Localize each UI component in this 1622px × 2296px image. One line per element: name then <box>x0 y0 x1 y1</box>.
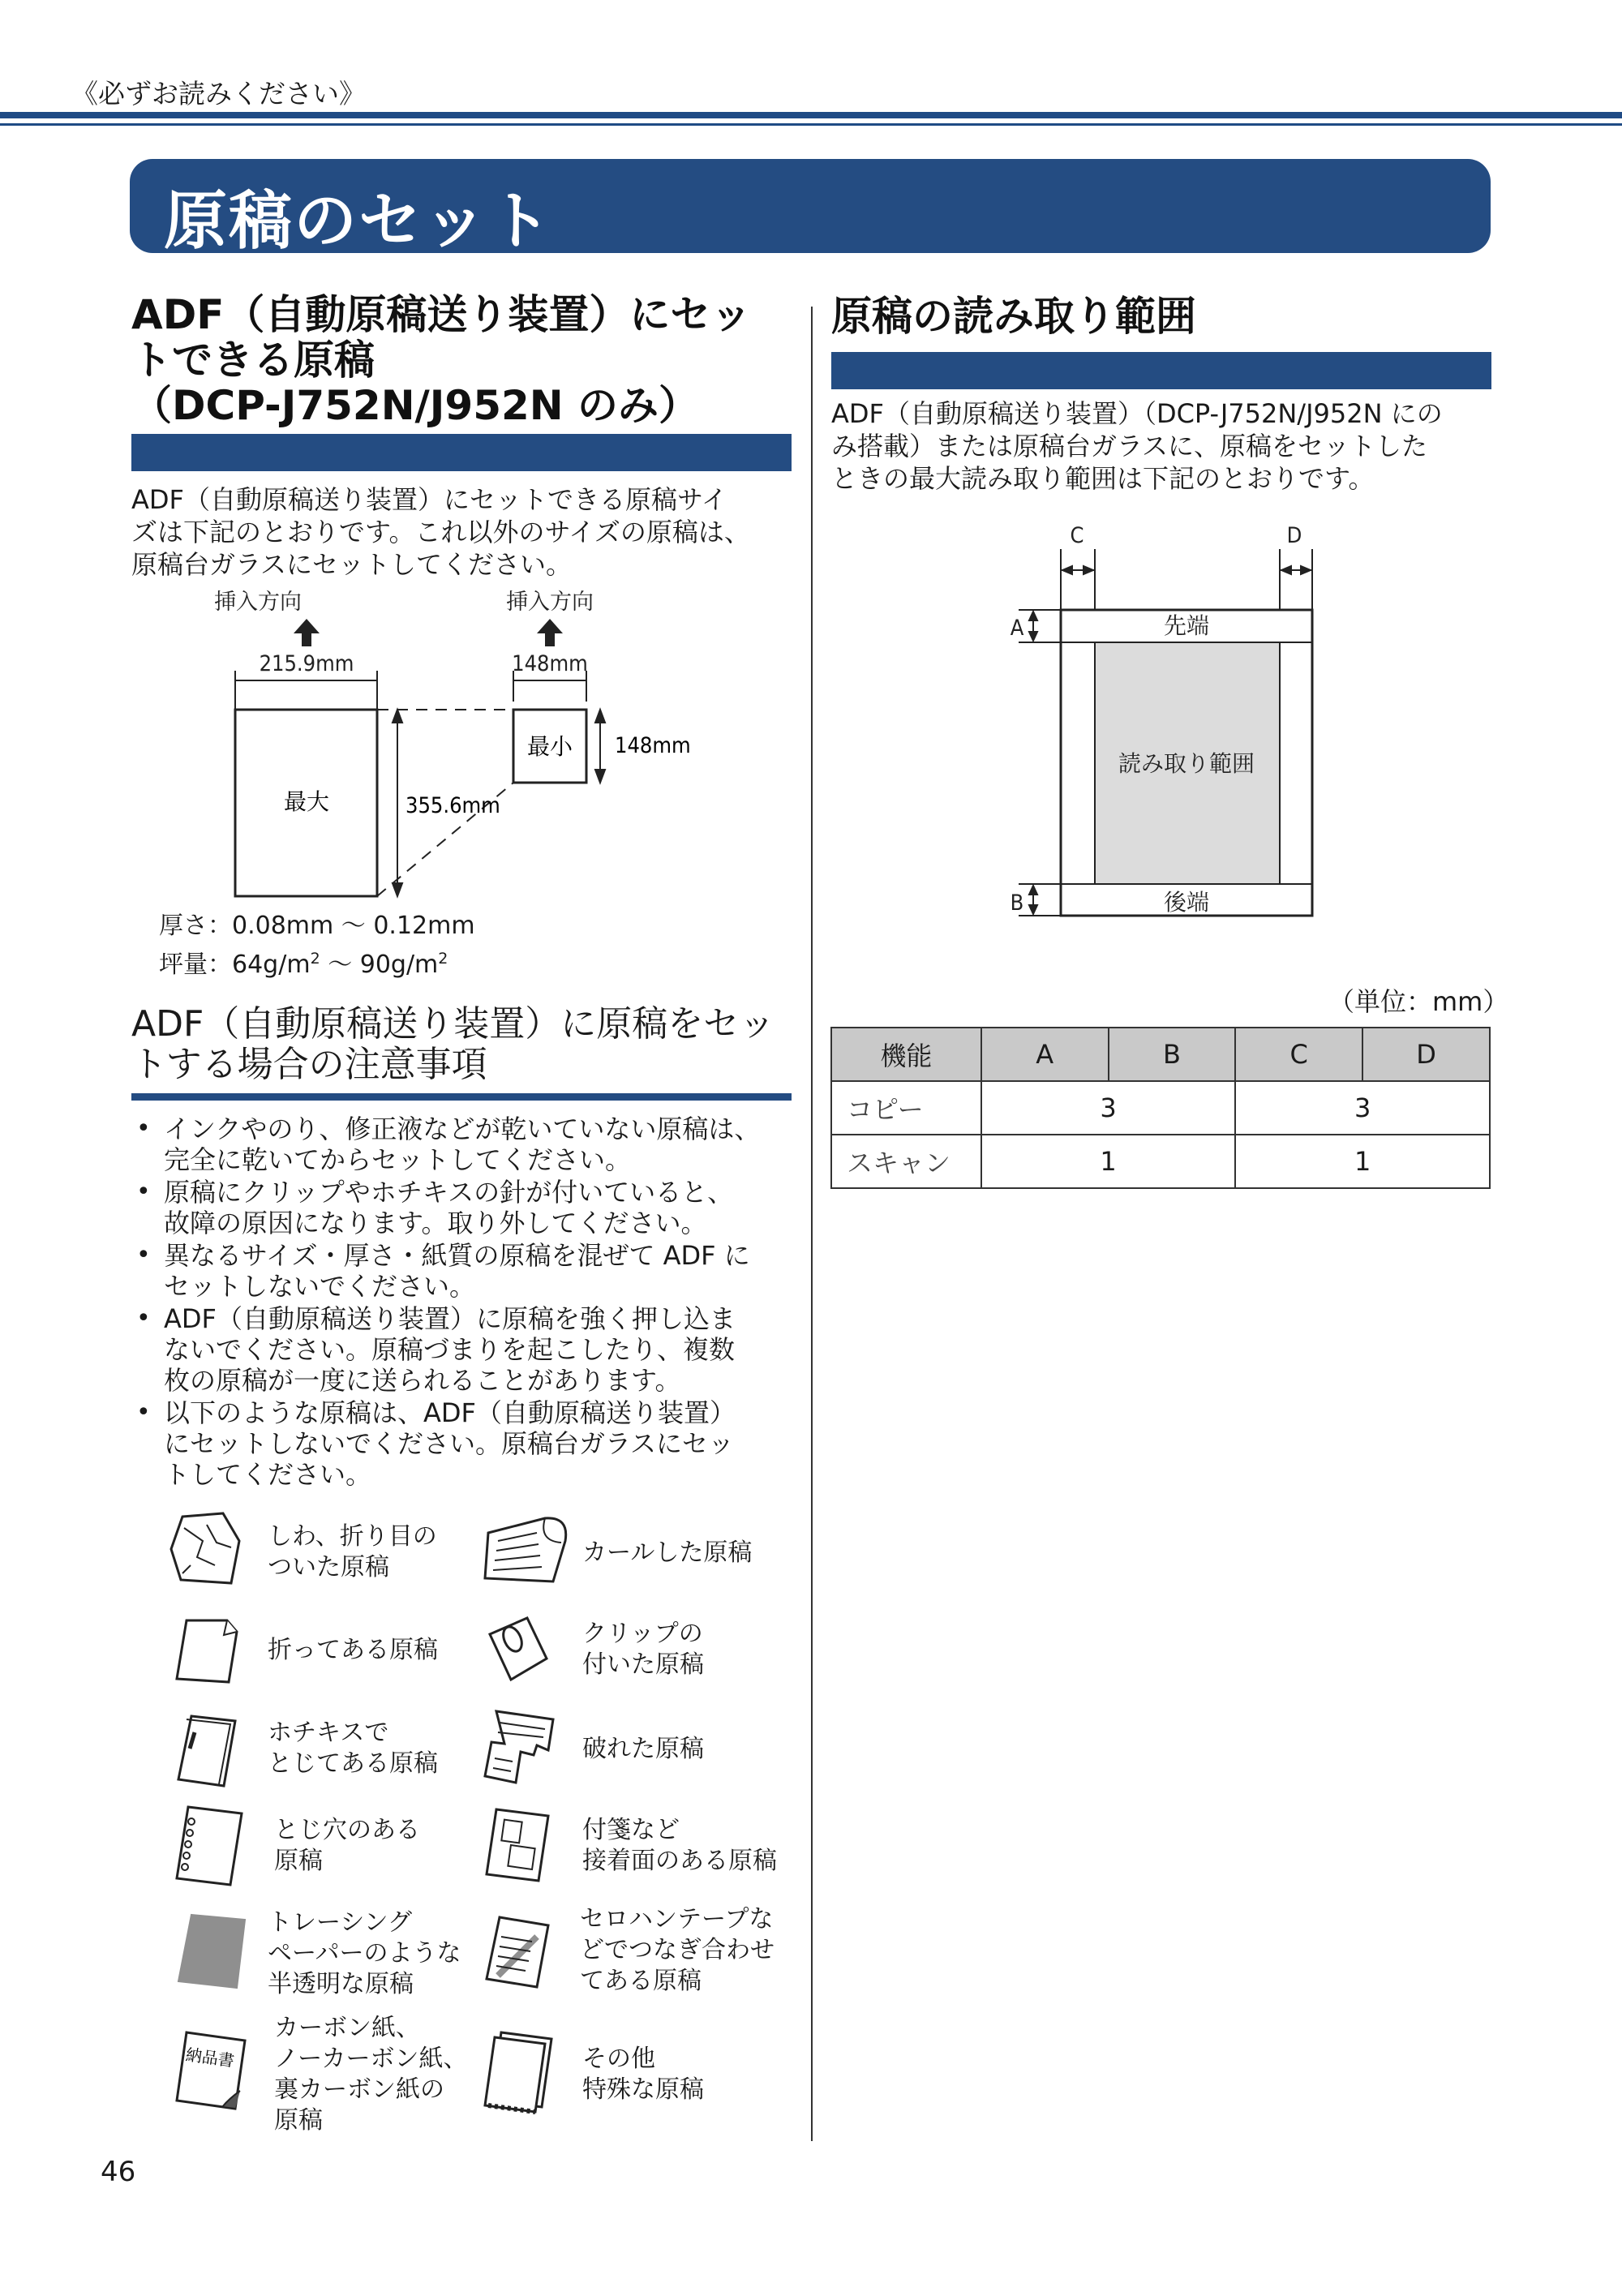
tracing-paper-icon <box>172 1910 249 1991</box>
scan-range-body <box>831 397 1443 495</box>
function-cell: コピー <box>831 1081 981 1135</box>
note-item: • 原稿にクリップやホチキスの針が付いていると、 故障の原因になります。取り外してください。 <box>131 1177 805 1238</box>
header-rule-thin <box>0 123 1622 126</box>
scan-area-label: 読み取り範囲 <box>1118 750 1255 777</box>
min-height-label: 148mm <box>615 733 691 758</box>
stapled-paper-icon <box>170 1710 243 1791</box>
margin-label-c: C <box>1070 523 1084 548</box>
note-item: • インクやのり、修正液などが乾いていない原稿は、 完全に乾いてからセットしてください。 <box>131 1114 805 1175</box>
problem-doc-label: 破れた原稿 <box>582 1735 704 1763</box>
note-item: • 以下のような原稿は、ADF（自動原稿送り装置） にセットしないでください。原稿台ガラスにセッ トしてください。 <box>131 1397 805 1490</box>
adf-size-diagram <box>130 580 746 912</box>
body-line: み搭載）または原稿台ガラスに、原稿をセットした <box>831 431 1428 461</box>
header-note: 《必ずお読みください》 <box>71 78 366 109</box>
weight-text: ～ 90g/m <box>320 951 439 979</box>
max-height-label: 355.6mm <box>406 793 500 818</box>
taped-paper-icon <box>480 1912 553 1993</box>
thickness-spec: 厚さ：0.08mm ～ 0.12mm <box>159 912 475 940</box>
max-label: 最大 <box>283 788 330 815</box>
section-title-scan-range: 原稿の読み取り範囲 <box>831 293 1196 340</box>
value-cell: 3 <box>981 1081 1236 1135</box>
scan-range-diagram <box>998 515 1322 929</box>
leading-edge-label: 先端 <box>1163 612 1210 639</box>
table-row <box>831 1081 1490 1135</box>
page-number: 46 <box>101 2156 136 2188</box>
problem-doc-label: 折ってある原稿 <box>268 1636 438 1664</box>
scan-margin-table <box>830 1027 1491 1189</box>
superscript: 2 <box>438 950 448 968</box>
value-cell: 3 <box>1235 1081 1490 1135</box>
carbon-paper-icon <box>172 2026 253 2115</box>
margin-label-d: D <box>1286 523 1302 548</box>
note-item: • ADF（自動原稿送り装置）に原稿を強く押し込ま ないでください。原稿づまりを起こしたり、複数 枚の原稿が一度に送られることがあります。 <box>131 1303 805 1396</box>
weight-text: 坪量：64g/m <box>159 951 311 979</box>
weight-spec <box>159 942 475 981</box>
unit-note: （単位：mm） <box>1328 986 1509 1017</box>
column-header: A <box>981 1028 1109 1081</box>
curled-paper-icon <box>480 1508 573 1590</box>
body-line: ADF（自動原稿送り装置）（DCP-J752N/J952N にの <box>831 398 1443 429</box>
torn-paper-icon <box>480 1705 569 1794</box>
body-line: ときの最大読み取り範囲は下記のとおりです。 <box>831 463 1375 494</box>
punched-paper-icon <box>170 1802 247 1890</box>
title-line: トする場合の注意事項 <box>131 1044 487 1085</box>
direction-label-right: 挿入方向 <box>506 590 594 615</box>
margin-label-a: A <box>1010 616 1024 641</box>
title-line: （DCP-J752N/J952N のみ） <box>131 382 700 429</box>
function-cell: スキャン <box>831 1135 981 1188</box>
problem-doc-label: カールした原稿 <box>582 1539 753 1567</box>
section-underline <box>131 1093 792 1101</box>
min-label: 最小 <box>526 733 573 760</box>
stamp-label: 納品書 <box>184 2045 236 2071</box>
value-cell: 1 <box>981 1135 1236 1188</box>
column-divider <box>811 307 813 2141</box>
sticky-note-paper-icon <box>480 1805 553 1886</box>
trailing-edge-label: 後端 <box>1163 889 1210 916</box>
column-header: D <box>1362 1028 1490 1081</box>
problem-doc-label: セロハンテープな どでつなぎ合わせ てある原稿 <box>580 1905 775 1995</box>
margin-label-b: B <box>1010 891 1024 916</box>
problem-doc-label: その他 特殊な原稿 <box>582 2045 704 2104</box>
problem-doc-label: カーボン紙、 ノーカーボン紙、 裏カーボン紙の 原稿 <box>274 2014 468 2135</box>
title-line: トできる原稿 <box>131 337 375 384</box>
insert-arrow-icon <box>294 619 563 646</box>
note-item: • 異なるサイズ・厚さ・紙質の原稿を混ぜて ADF に セットしないでください。 <box>131 1240 805 1302</box>
clipped-paper-icon <box>478 1610 551 1691</box>
table-header-row <box>831 1028 1490 1081</box>
body-line: 原稿台ガラスにセットしてください。 <box>131 549 573 580</box>
paper-specs <box>159 910 475 981</box>
column-header: 機能 <box>831 1028 981 1081</box>
max-width-label: 215.9mm <box>259 651 354 676</box>
section-title-adf-sizes <box>131 292 751 428</box>
special-paper-icon <box>480 2028 557 2117</box>
title-line: ADF（自動原稿送り装置）に原稿をセッ <box>131 1003 775 1045</box>
folded-paper-icon <box>170 1614 243 1687</box>
column-header: C <box>1235 1028 1362 1081</box>
column-header: B <box>1109 1028 1236 1081</box>
notes-list <box>131 1114 805 1491</box>
problem-doc-label: 付箋など 接着面のある原稿 <box>582 1816 777 1875</box>
table-row <box>831 1135 1490 1188</box>
body-line: ADF（自動原稿送り装置）にセットできる原稿サイ <box>131 484 727 515</box>
title-line: ADF（自動原稿送り装置）にセッ <box>131 291 752 338</box>
superscript: 2 <box>310 950 320 968</box>
page-title-banner <box>130 159 1491 258</box>
direction-label-left: 挿入方向 <box>214 590 302 615</box>
adf-sizes-body <box>131 483 750 581</box>
header-rule-thick <box>0 112 1622 118</box>
problem-doc-label: とじ穴のある 原稿 <box>274 1816 420 1875</box>
problem-doc-label: トレーシング ペーパーのような 半透明な原稿 <box>268 1908 461 1998</box>
problem-doc-label: クリップの 付いた原稿 <box>582 1620 704 1679</box>
problem-doc-label: しわ、折り目の ついた原稿 <box>268 1522 437 1581</box>
section-title-adf-notes <box>131 1004 775 1085</box>
value-cell: 1 <box>1235 1135 1490 1188</box>
wrinkled-paper-icon <box>166 1508 247 1590</box>
section-bar <box>831 352 1491 389</box>
body-line: ズは下記のとおりです。これ以外のサイズの原稿は、 <box>131 517 750 547</box>
problem-doc-label: ホチキスで とじてある原稿 <box>268 1719 438 1778</box>
section-bar <box>131 434 792 471</box>
min-width-label: 148mm <box>512 651 588 676</box>
page-title: 原稿のセット <box>164 185 554 258</box>
